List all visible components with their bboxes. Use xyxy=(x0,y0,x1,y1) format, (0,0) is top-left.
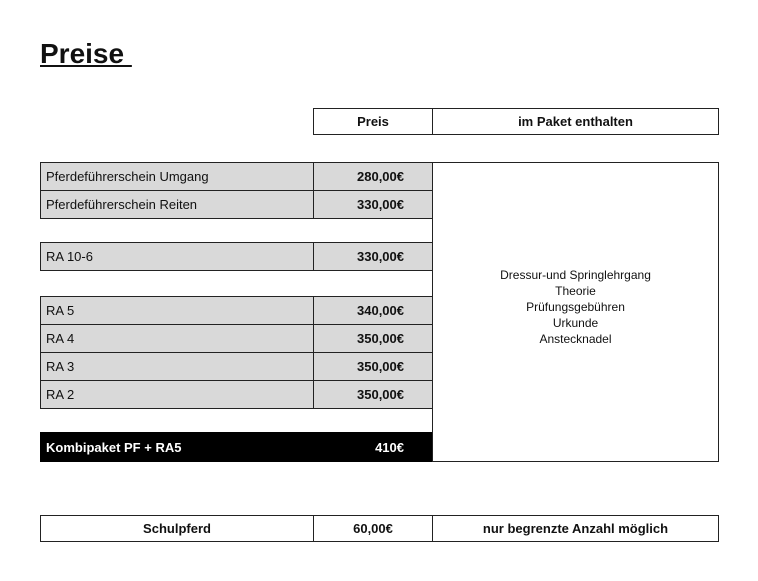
included-items-box xyxy=(432,162,719,462)
included-item: Anstecknadel xyxy=(539,332,612,346)
included-item: Theorie xyxy=(555,284,596,298)
included-item: Prüfungsgebühren xyxy=(526,300,625,314)
combo-price: 410€ xyxy=(313,432,433,462)
row-name: RA 5 xyxy=(40,296,314,325)
page-title: Preise xyxy=(40,38,132,69)
row-name: RA 2 xyxy=(40,380,314,409)
row-price: 350,00€ xyxy=(313,380,433,409)
row-price: 280,00€ xyxy=(313,162,433,191)
included-item: Dressur-und Springlehrgang xyxy=(500,268,651,282)
combo-name: Kombipaket PF + RA5 xyxy=(40,432,314,462)
header-price: Preis xyxy=(313,108,433,135)
row-name: RA 3 xyxy=(40,352,314,381)
row-name: Pferdeführerschein Reiten xyxy=(40,190,314,219)
header-included: im Paket enthalten xyxy=(432,108,719,135)
row-name: RA 4 xyxy=(40,324,314,353)
row-price: 350,00€ xyxy=(313,324,433,353)
row-name: Pferdeführerschein Umgang xyxy=(40,162,314,191)
row-price: 330,00€ xyxy=(313,242,433,271)
school-horse-name: Schulpferd xyxy=(40,515,314,542)
row-price: 350,00€ xyxy=(313,352,433,381)
school-horse-note: nur begrenzte Anzahl möglich xyxy=(432,515,719,542)
row-name: RA 10-6 xyxy=(40,242,314,271)
row-price: 330,00€ xyxy=(313,190,433,219)
school-horse-price: 60,00€ xyxy=(313,515,433,542)
included-item: Urkunde xyxy=(552,316,599,330)
row-price: 340,00€ xyxy=(313,296,433,325)
